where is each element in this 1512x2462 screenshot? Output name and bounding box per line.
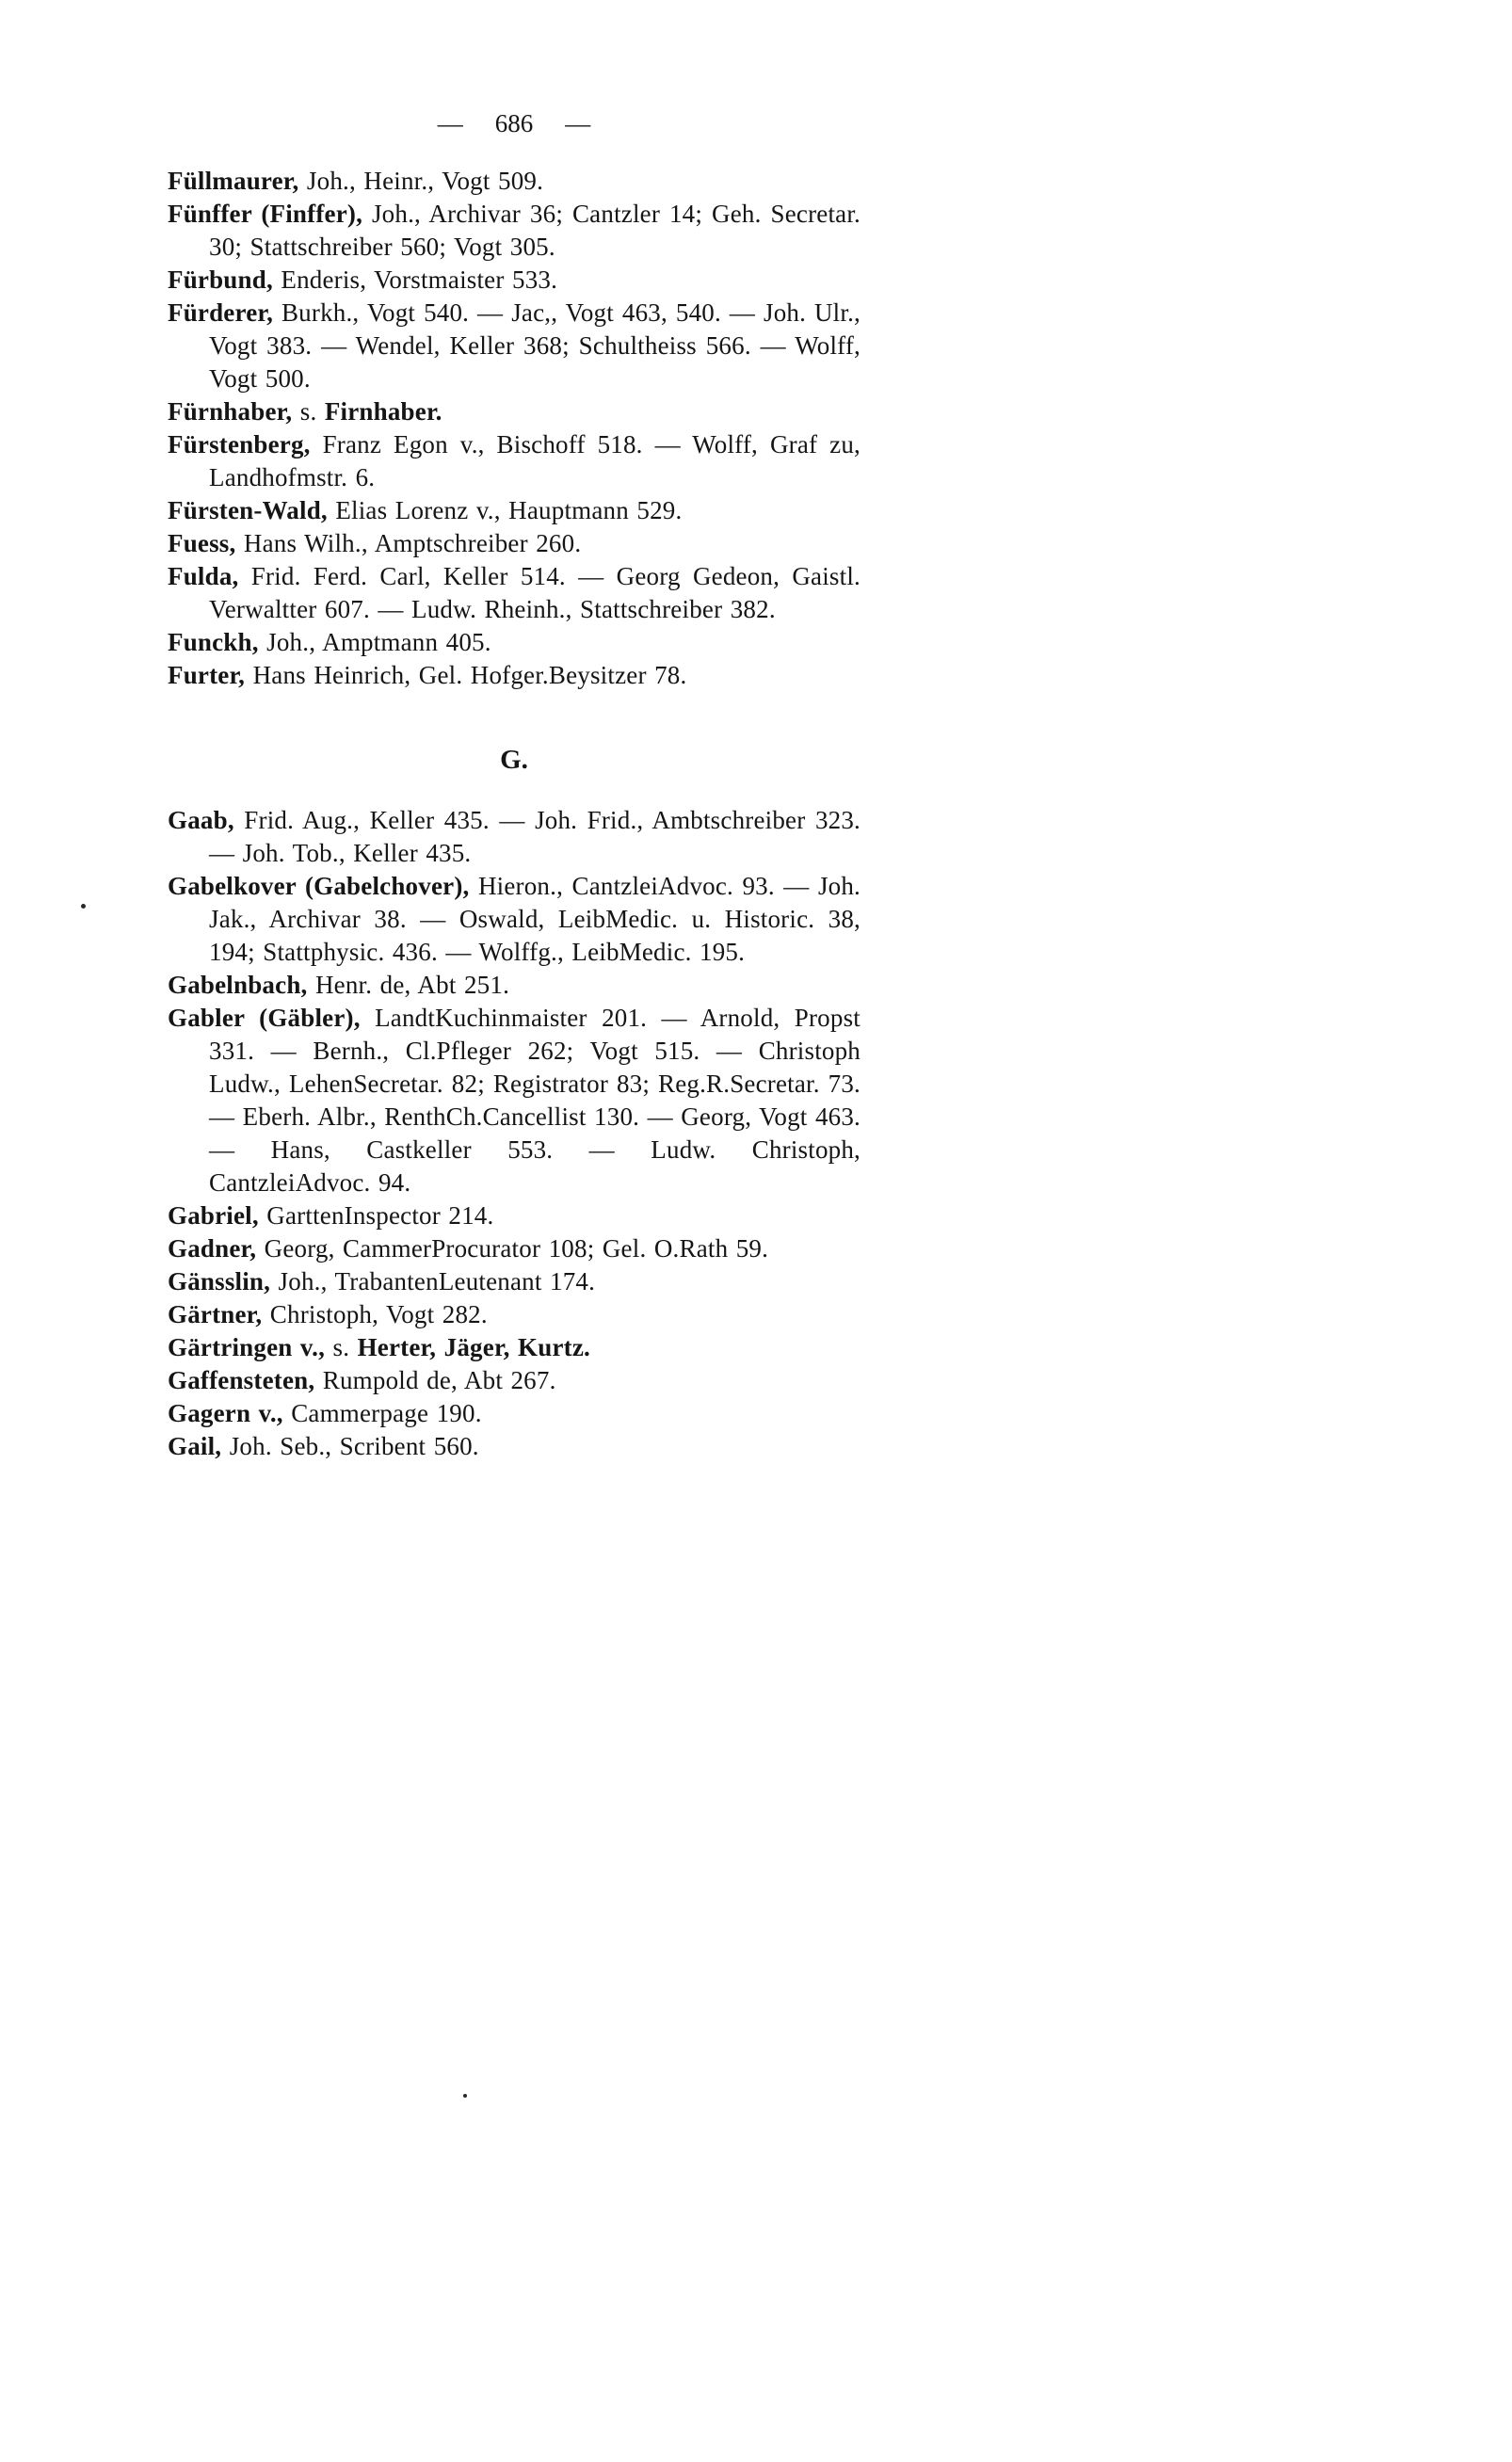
print-artifact-dot	[81, 904, 86, 909]
entry-headword: Fürsten-Wald,	[168, 496, 328, 524]
entry-headword: Gadner,	[168, 1234, 257, 1263]
index-entry	[168, 626, 861, 659]
entry-text: Hieron., CantzleiAdvoc. 93. — Joh. Jak., Archivar 38. — Oswald, LeibMedic. u. Historic. 38, 194; Stattphysic. 436. — Wolffg., LeibMedic. 195.	[209, 872, 861, 966]
entry-text: GarttenInspector 214.	[258, 1201, 494, 1230]
index-entry	[168, 428, 861, 494]
index-entry	[168, 1265, 861, 1298]
entry-headword: Firnhaber.	[324, 397, 442, 426]
entry-text: Hans Wilh., Amptschreiber 260.	[235, 529, 582, 557]
entry-headword: Gagern v.,	[168, 1399, 283, 1427]
book-page	[168, 109, 861, 1463]
entry-text: Frid. Aug., Keller 435. — Joh. Frid., Ambtschreiber 323. — Joh. Tob., Keller 435.	[209, 806, 861, 867]
entry-text: Elias Lorenz v., Hauptmann 529.	[327, 496, 683, 524]
entry-text: Joh., TrabantenLeutenant 174.	[270, 1267, 596, 1295]
index-entry	[168, 527, 861, 560]
entry-headword: Gabriel,	[168, 1201, 259, 1230]
entry-headword: Gärtner,	[168, 1300, 263, 1328]
page-header	[168, 109, 861, 138]
index-entry	[168, 1430, 861, 1463]
entry-headword: Gaffensteten,	[168, 1366, 315, 1394]
entry-text: Rumpold de, Abt 267.	[314, 1366, 556, 1394]
index-entry	[168, 1002, 861, 1199]
index-entry	[168, 659, 861, 692]
entry-headword: Gärtringen v.,	[168, 1333, 326, 1361]
entry-headword: Gänsslin,	[168, 1267, 271, 1295]
index-entry	[168, 395, 861, 428]
entry-text: s.	[292, 397, 325, 426]
index-entry	[168, 1397, 861, 1430]
entry-headword: Fulda,	[168, 562, 239, 590]
page-header-dash-left: —	[437, 109, 463, 137]
entry-headword: Funckh,	[168, 628, 259, 656]
index-entry	[168, 165, 861, 198]
print-artifact-dot	[463, 2094, 467, 2098]
index-entry	[168, 1331, 861, 1364]
entry-text: Joh., Archivar 36; Cantzler 14; Geh. Secretar. 30; Stattschreiber 560; Vogt 305.	[209, 200, 861, 261]
entry-text: Georg, CammerProcurator 108; Gel. O.Rath 59.	[256, 1234, 769, 1263]
entry-headword: Fürderer,	[168, 298, 274, 327]
entry-text: Joh., Amptmann 405.	[258, 628, 491, 656]
entry-headword: Fuess,	[168, 529, 236, 557]
index-entry	[168, 198, 861, 264]
entry-text: Enderis, Vorstmaister 533.	[272, 266, 558, 294]
entry-text: Joh., Heinr., Vogt 509.	[298, 167, 544, 195]
entry-headword: Gabler (Gäbler),	[168, 1004, 361, 1032]
entry-text: Frid. Ferd. Carl, Keller 514. — Georg Gedeon, Gaistl. Verwaltter 607. — Ludw. Rheinh., Stattschreiber 382.	[209, 562, 861, 623]
entry-headword: Gabelnbach,	[168, 971, 308, 999]
index-entry	[168, 1232, 861, 1265]
entry-headword: Herter, Jäger, Kurtz.	[357, 1333, 590, 1361]
entry-text: Henr. de, Abt 251.	[307, 971, 510, 999]
index-entry	[168, 804, 861, 870]
page-header-dash-right: —	[565, 109, 591, 137]
entry-headword: Füllmaurer,	[168, 167, 299, 195]
entry-text: Cammerpage 190.	[282, 1399, 482, 1427]
entry-text: LandtKuchinmaister 201. — Arnold, Propst 331. — Bernh., Cl.Pfleger 262; Vogt 515. — Christoph Ludw., LehenSecretar. 82; Registrator 83; Reg.R.Secretar. 73. — Eberh. Albr., RenthCh.Cancellist 130. — Georg, Vogt 463. — Hans, Castkeller 553. — Ludw. Christoph, CantzleiAdvoc. 94.	[209, 1004, 861, 1197]
index-entry	[168, 969, 861, 1002]
entry-headword: Gaab,	[168, 806, 234, 834]
entry-text: s.	[325, 1333, 358, 1361]
entry-headword: Fürbund,	[168, 266, 273, 294]
index-entry	[168, 1199, 861, 1232]
entry-text: Burkh., Vogt 540. — Jac,, Vogt 463, 540. — Joh. Ulr., Vogt 383. — Wendel, Keller 368; Schultheiss 566. — Wolff, Vogt 500.	[209, 298, 861, 393]
section-heading: G.	[500, 745, 528, 775]
index-entry	[168, 297, 861, 395]
index-entry	[168, 1298, 861, 1331]
index-content	[168, 165, 861, 1463]
entry-text: Joh. Seb., Scribent 560.	[221, 1432, 479, 1460]
entry-headword: Fünffer (Finffer),	[168, 200, 363, 228]
page-number: 686	[494, 109, 534, 137]
index-entry	[168, 560, 861, 626]
entry-headword: Fürstenberg,	[168, 430, 311, 459]
entry-headword: Gabelkover (Gabelchover),	[168, 872, 470, 900]
entry-text: Hans Heinrich, Gel. Hofger.Beysitzer 78.	[245, 661, 687, 689]
index-entry	[168, 264, 861, 297]
index-entry	[168, 494, 861, 527]
entry-text: Franz Egon v., Bischoff 518. — Wolff, Graf zu, Landhofmstr. 6.	[209, 430, 861, 491]
entry-text: Christoph, Vogt 282.	[262, 1300, 488, 1328]
entry-headword: Fürnhaber,	[168, 397, 293, 426]
entry-headword: Furter,	[168, 661, 246, 689]
index-entry	[168, 1364, 861, 1397]
index-entry	[168, 870, 861, 969]
entry-headword: Gail,	[168, 1432, 222, 1460]
